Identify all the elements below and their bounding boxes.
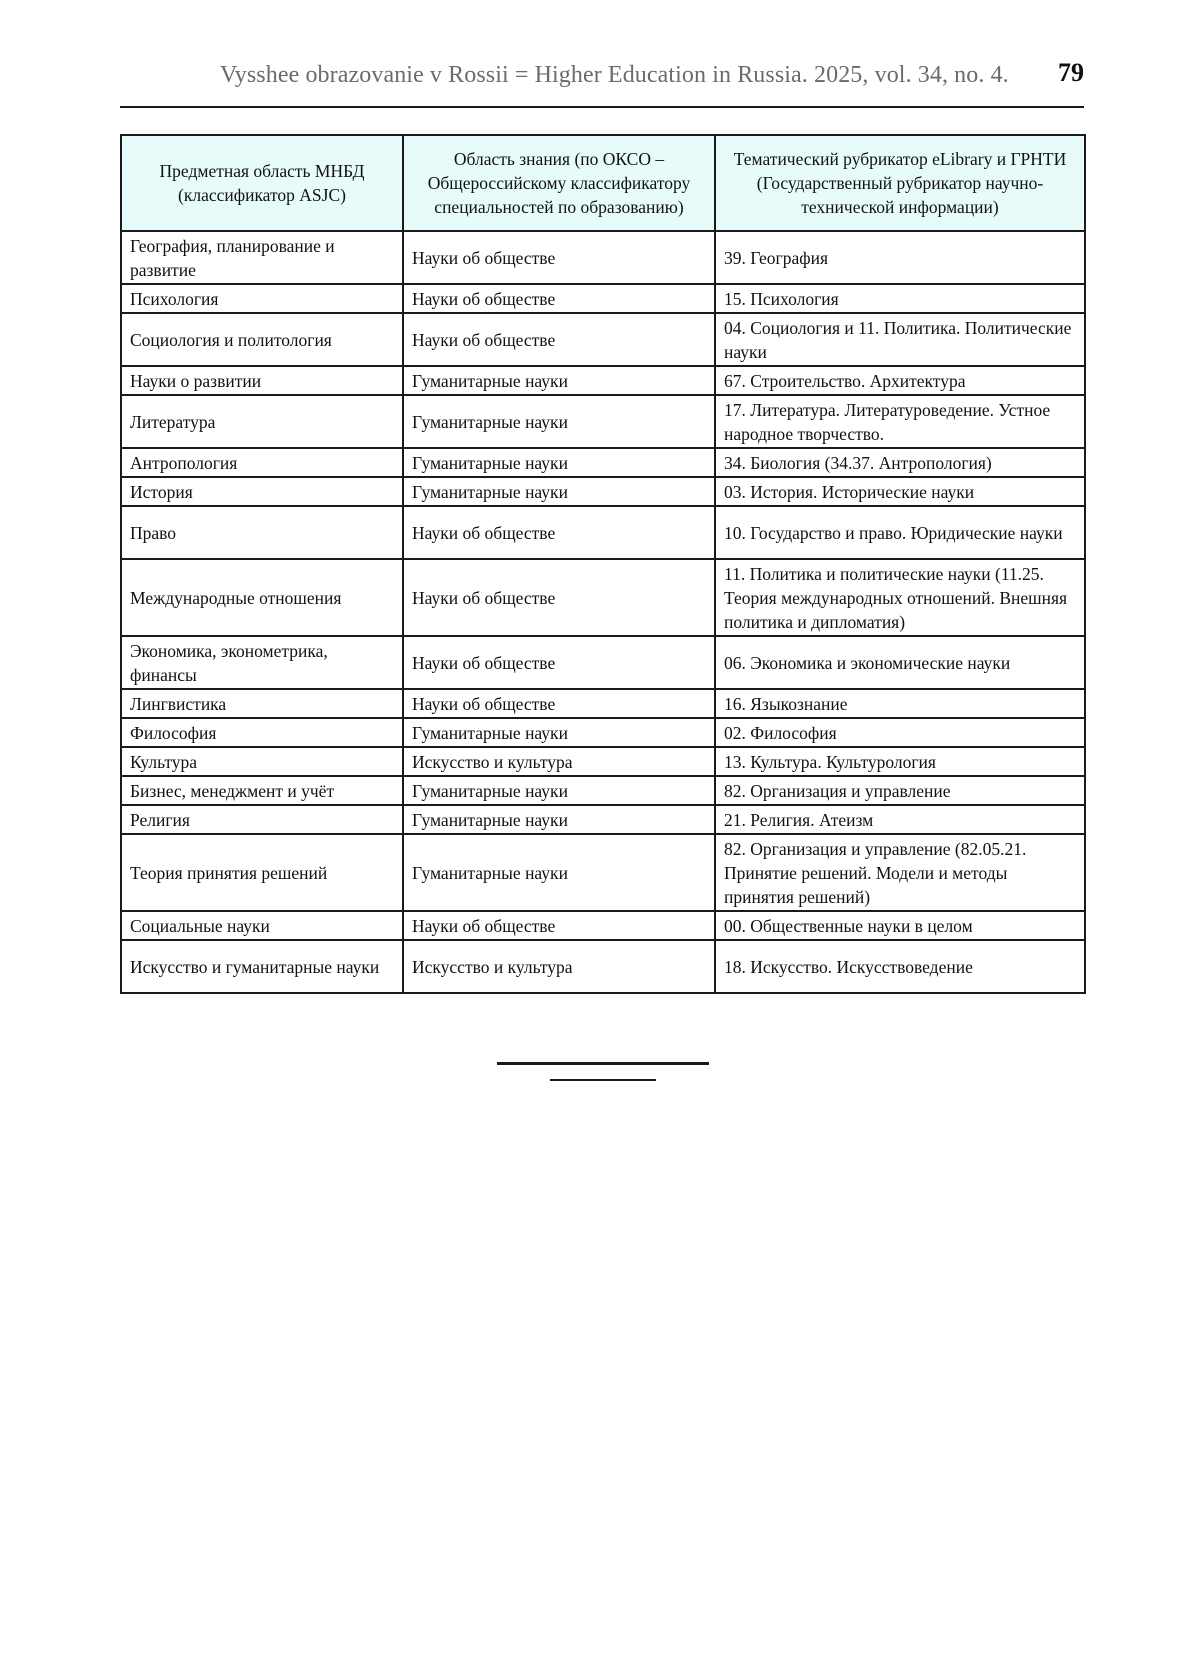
subject-area-cell: История xyxy=(121,477,403,506)
knowledge-area-cell: Науки об обществе xyxy=(403,313,715,366)
subject-area-cell: Социология и политология xyxy=(121,313,403,366)
journal-title: Vysshee obrazovanie v Rossii = Higher Education in Russia. 2025, vol. 34, no. 4. xyxy=(220,62,1009,88)
table-row xyxy=(121,477,1085,506)
subject-area-cell: Бизнес, менеджмент и учёт xyxy=(121,776,403,805)
knowledge-area-cell: Гуманитарные науки xyxy=(403,366,715,395)
table-row xyxy=(121,805,1085,834)
end-divider-long xyxy=(497,1062,709,1065)
knowledge-area-cell: Гуманитарные науки xyxy=(403,805,715,834)
knowledge-area-cell: Науки об обществе xyxy=(403,559,715,636)
rubricator-cell: 67. Строительство. Архитектура xyxy=(715,366,1085,395)
rubricator-cell: 04. Социология и 11. Политика. Политические науки xyxy=(715,313,1085,366)
knowledge-area-cell: Гуманитарные науки xyxy=(403,395,715,448)
knowledge-area-cell: Искусство и культура xyxy=(403,940,715,993)
rubricator-cell: 17. Литература. Литературоведение. Устное народное творчество. xyxy=(715,395,1085,448)
rubricator-cell: 06. Экономика и экономические науки xyxy=(715,636,1085,689)
subject-area-cell: Культура xyxy=(121,747,403,776)
subject-area-cell: Международные отношения xyxy=(121,559,403,636)
subject-area-cell: Социальные науки xyxy=(121,911,403,940)
classification-table xyxy=(120,134,1086,994)
table-header-row xyxy=(121,135,1085,231)
subject-area-cell: Психология xyxy=(121,284,403,313)
column-header-asjc: Предметная область МНБД (классификатор ASJC) xyxy=(121,135,403,231)
subject-area-cell: Искусство и гуманитарные науки xyxy=(121,940,403,993)
rubricator-cell: 00. Общественные науки в целом xyxy=(715,911,1085,940)
end-divider-short xyxy=(550,1079,656,1081)
subject-area-cell: Науки о развитии xyxy=(121,366,403,395)
subject-area-cell: География, планирование и развитие xyxy=(121,231,403,284)
knowledge-area-cell: Гуманитарные науки xyxy=(403,448,715,477)
rubricator-cell: 13. Культура. Культурология xyxy=(715,747,1085,776)
table-row xyxy=(121,313,1085,366)
table-row xyxy=(121,284,1085,313)
subject-area-cell: Философия xyxy=(121,718,403,747)
column-header-grnti: Тематический рубрикатор eLibrary и ГРНТИ (Государственный рубрикатор научно-технической информации) xyxy=(715,135,1085,231)
rubricator-cell: 15. Психология xyxy=(715,284,1085,313)
knowledge-area-cell: Гуманитарные науки xyxy=(403,834,715,911)
table-row xyxy=(121,834,1085,911)
rubricator-cell: 10. Государство и право. Юридические науки xyxy=(715,506,1085,559)
table-row xyxy=(121,559,1085,636)
table-row xyxy=(121,506,1085,559)
knowledge-area-cell: Науки об обществе xyxy=(403,636,715,689)
rubricator-cell: 39. География xyxy=(715,231,1085,284)
knowledge-area-cell: Науки об обществе xyxy=(403,284,715,313)
table-row xyxy=(121,940,1085,993)
table-row xyxy=(121,689,1085,718)
subject-area-cell: Экономика, эконометрика, финансы xyxy=(121,636,403,689)
table-row xyxy=(121,911,1085,940)
table-row xyxy=(121,231,1085,284)
table-row xyxy=(121,366,1085,395)
table-row xyxy=(121,747,1085,776)
table-row xyxy=(121,395,1085,448)
knowledge-area-cell: Гуманитарные науки xyxy=(403,718,715,747)
rubricator-cell: 82. Организация и управление (82.05.21. Принятие решений. Модели и методы принятия решений) xyxy=(715,834,1085,911)
knowledge-area-cell: Науки об обществе xyxy=(403,506,715,559)
table-row xyxy=(121,448,1085,477)
rubricator-cell: 82. Организация и управление xyxy=(715,776,1085,805)
knowledge-area-cell: Науки об обществе xyxy=(403,689,715,718)
subject-area-cell: Право xyxy=(121,506,403,559)
knowledge-area-cell: Гуманитарные науки xyxy=(403,776,715,805)
rubricator-cell: 03. История. Исторические науки xyxy=(715,477,1085,506)
rubricator-cell: 16. Языкознание xyxy=(715,689,1085,718)
running-header xyxy=(120,58,1084,108)
knowledge-area-cell: Науки об обществе xyxy=(403,231,715,284)
column-header-okso: Область знания (по ОКСО – Общероссийскому классификатору специальностей по образованию) xyxy=(403,135,715,231)
subject-area-cell: Литература xyxy=(121,395,403,448)
rubricator-cell: 34. Биология (34.37. Антропология) xyxy=(715,448,1085,477)
knowledge-area-cell: Гуманитарные науки xyxy=(403,477,715,506)
rubricator-cell: 11. Политика и политические науки (11.25. Теория международных отношений. Внешняя политика и дипломатия) xyxy=(715,559,1085,636)
table-row xyxy=(121,718,1085,747)
knowledge-area-cell: Искусство и культура xyxy=(403,747,715,776)
table-row xyxy=(121,776,1085,805)
subject-area-cell: Лингвистика xyxy=(121,689,403,718)
rubricator-cell: 02. Философия xyxy=(715,718,1085,747)
rubricator-cell: 18. Искусство. Искусствоведение xyxy=(715,940,1085,993)
page-number: 79 xyxy=(1058,58,1084,87)
knowledge-area-cell: Науки об обществе xyxy=(403,911,715,940)
subject-area-cell: Теория принятия решений xyxy=(121,834,403,911)
rubricator-cell: 21. Религия. Атеизм xyxy=(715,805,1085,834)
subject-area-cell: Антропология xyxy=(121,448,403,477)
table-row xyxy=(121,636,1085,689)
subject-area-cell: Религия xyxy=(121,805,403,834)
